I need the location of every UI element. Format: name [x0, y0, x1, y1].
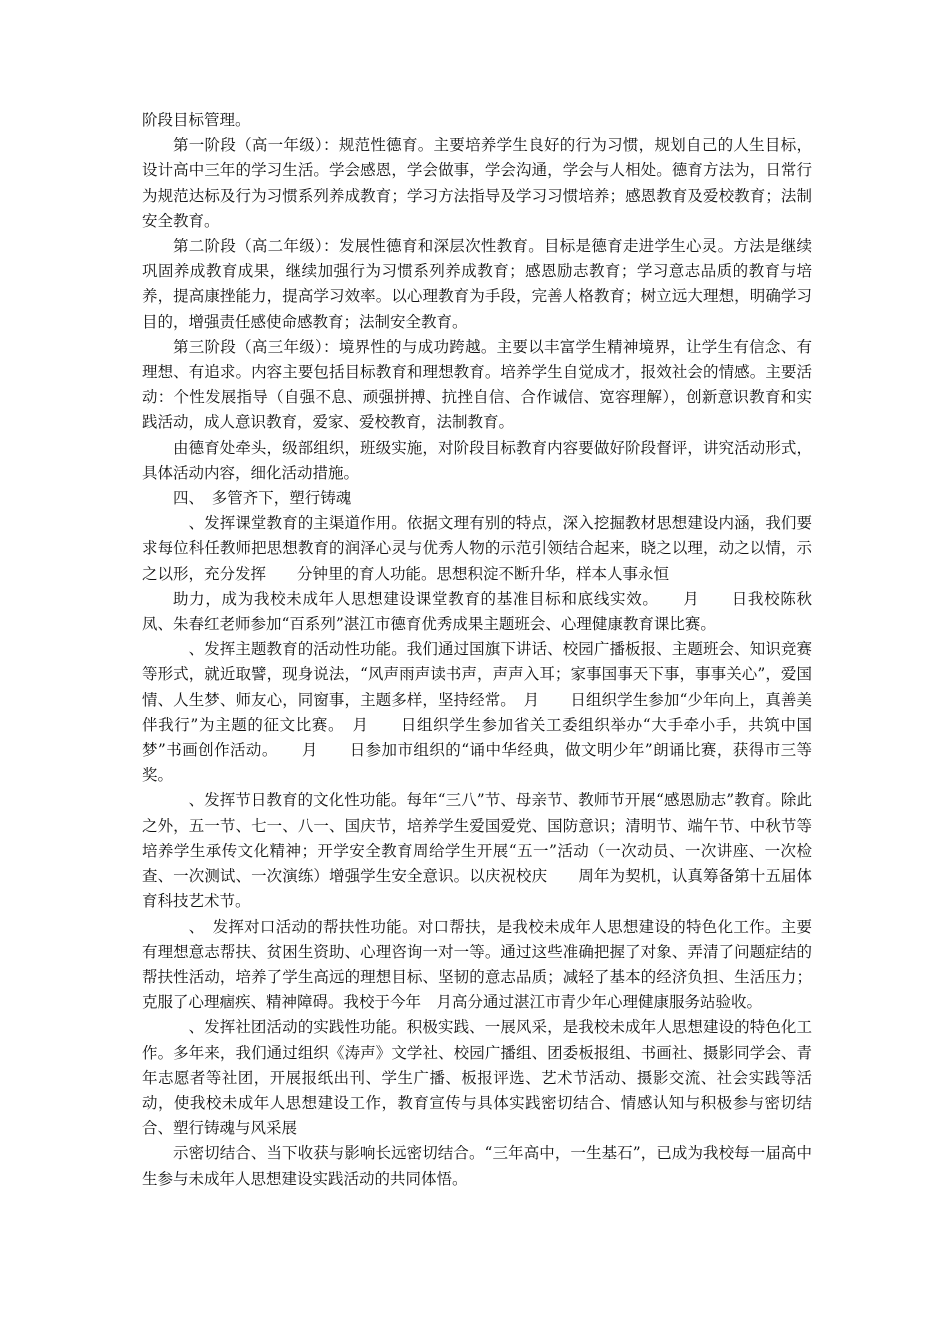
paragraph: 、发挥课堂教育的主渠道作用。依据文理有别的特点，深入挖掘教材思想建设内涵，我们要求每位科任教师把思想教育的润泽心灵与优秀人物的示范引领结合起来，晓之以理，动之以情，示之以形，充分发挥 分钟里的育人功能。思想积淀不断升华，样本人事永恒	[142, 514, 812, 583]
paragraph: 助力，成为我校未成年人思想建设课堂教育的基准目标和底线实效。 月 日我校陈秋凤、朱春红老师参加“百系列”湛江市德育优秀成果主题班会、心理健康教育课比赛。	[142, 589, 812, 634]
paragraph: 第一阶段（高一年级）：规范性德育。主要培养学生良好的行为习惯，规划自己的人生目标，设计高中三年的学习生活。学会感恩，学会做事，学会沟通，学会与人相处。德育方法为，日常行为规范达标及行为习惯系列养成教育；学习方法指导及学习习惯培养；感恩教育及爱校教育；法制安全教育。	[142, 136, 812, 230]
paragraph: 第三阶段（高三年级）：境界性的与成功跨越。主要以丰富学生精神境界，让学生有信念、有理想、有追求。内容主要包括目标教育和理想教育。培养学生自觉成才，报效社会的情感。主要活动：个性发展指导（自强不息、顽强拼搏、抗挫自信、合作诚信、宽容理解），创新意识教育和实践活动，成人意识教育，爱家、爱校教育，法制教育。	[142, 337, 812, 432]
document-body	[142, 108, 812, 1192]
paragraph: 、 发挥对口活动的帮扶性功能。对口帮扶，是我校未成年人思想建设的特色化工作。主要有理想意志帮扶、贫困生资助、心理咨询一对一等。通过这些准确把握了对象、弄清了问题症结的帮扶性活动，培养了学生高远的理想目标、坚韧的意志品质；减轻了基本的经济负担、生活压力；克服了心理痼疾、精神障碍。我校于今年 月高分通过湛江市青少年心理健康服务站验收。	[142, 917, 812, 1012]
paragraph: 由德育处牵头，级部组织，班级实施，对阶段目标教育内容要做好阶段督评，讲究活动形式，具体活动内容，细化活动措施。	[142, 438, 812, 482]
paragraph: 、发挥节日教育的文化性功能。每年“三八”节、母亲节、教师节开展“感恩励志”教育。除此之外，五一节、七一、八一、国庆节，培养学生爱国爱党、国防意识；清明节、端午节、中秋节等培养学生承传文化精神；开学安全教育周给学生开展“五一”活动（一次动员、一次讲座、一次检查、一次测试、一次演练）增强学生安全意识。以庆祝校庆 周年为契机，认真筹备第十五届体育科技艺术节。	[142, 791, 812, 911]
paragraph: 第二阶段（高二年级）：发展性德育和深层次性教育。目标是德育走进学生心灵。方法是继续巩固养成教育成果，继续加强行为习惯系列养成教育；感恩励志教育；学习意志品质的教育与培养，提高康挫能力，提高学习效率。以心理教育为手段，完善人格教育；树立远大理想，明确学习目的，增强责任感使命感教育；法制安全教育。	[142, 237, 812, 331]
paragraph: 、发挥社团活动的实践性功能。积极实践、一展风采，是我校未成年人思想建设的特色化工作。多年来，我们通过组织《涛声》文学社、校园广播组、团委板报组、书画社、摄影同学会、青年志愿者等社团，开展报纸出刊、学生广播、板报评选、艺术节活动、摄影交流、社会实践等活动，使我校未成年人思想建设工作，教育宣传与具体实践密切结合、情感认知与积极参与密切结合、塑行铸魂与风采展	[142, 1018, 812, 1138]
paragraph: 阶段目标管理。	[142, 111, 251, 129]
section-heading: 四、 多管齐下，塑行铸魂	[173, 489, 352, 508]
paragraph: 示密切结合、当下收获与影响长远密切结合。“三年高中，一生基石”，已成为我校每一届高中生参与未成年人思想建设实践活动的共同体悟。	[142, 1144, 812, 1188]
paragraph: 、发挥主题教育的活动性功能。我们通过国旗下讲话、校园广播板报、主题班会、知识竞赛等形式，就近取譬，现身说法，“风声雨声读书声，声声入耳；家事国事天下事，事事关心”，爱国情、人生梦、师友心，同窗事，主题多样，坚持经常。 月 日组织学生参加“少年向上，真善美伴我行”为主题的征文比赛。 月 日组织学生参加省关工委组织举办“大手牵小手，共筑中国梦”书画创作活动。 月 日参加市组织的“诵中华经典，做文明少年”朗诵比赛，获得市三等奖。	[142, 640, 812, 785]
